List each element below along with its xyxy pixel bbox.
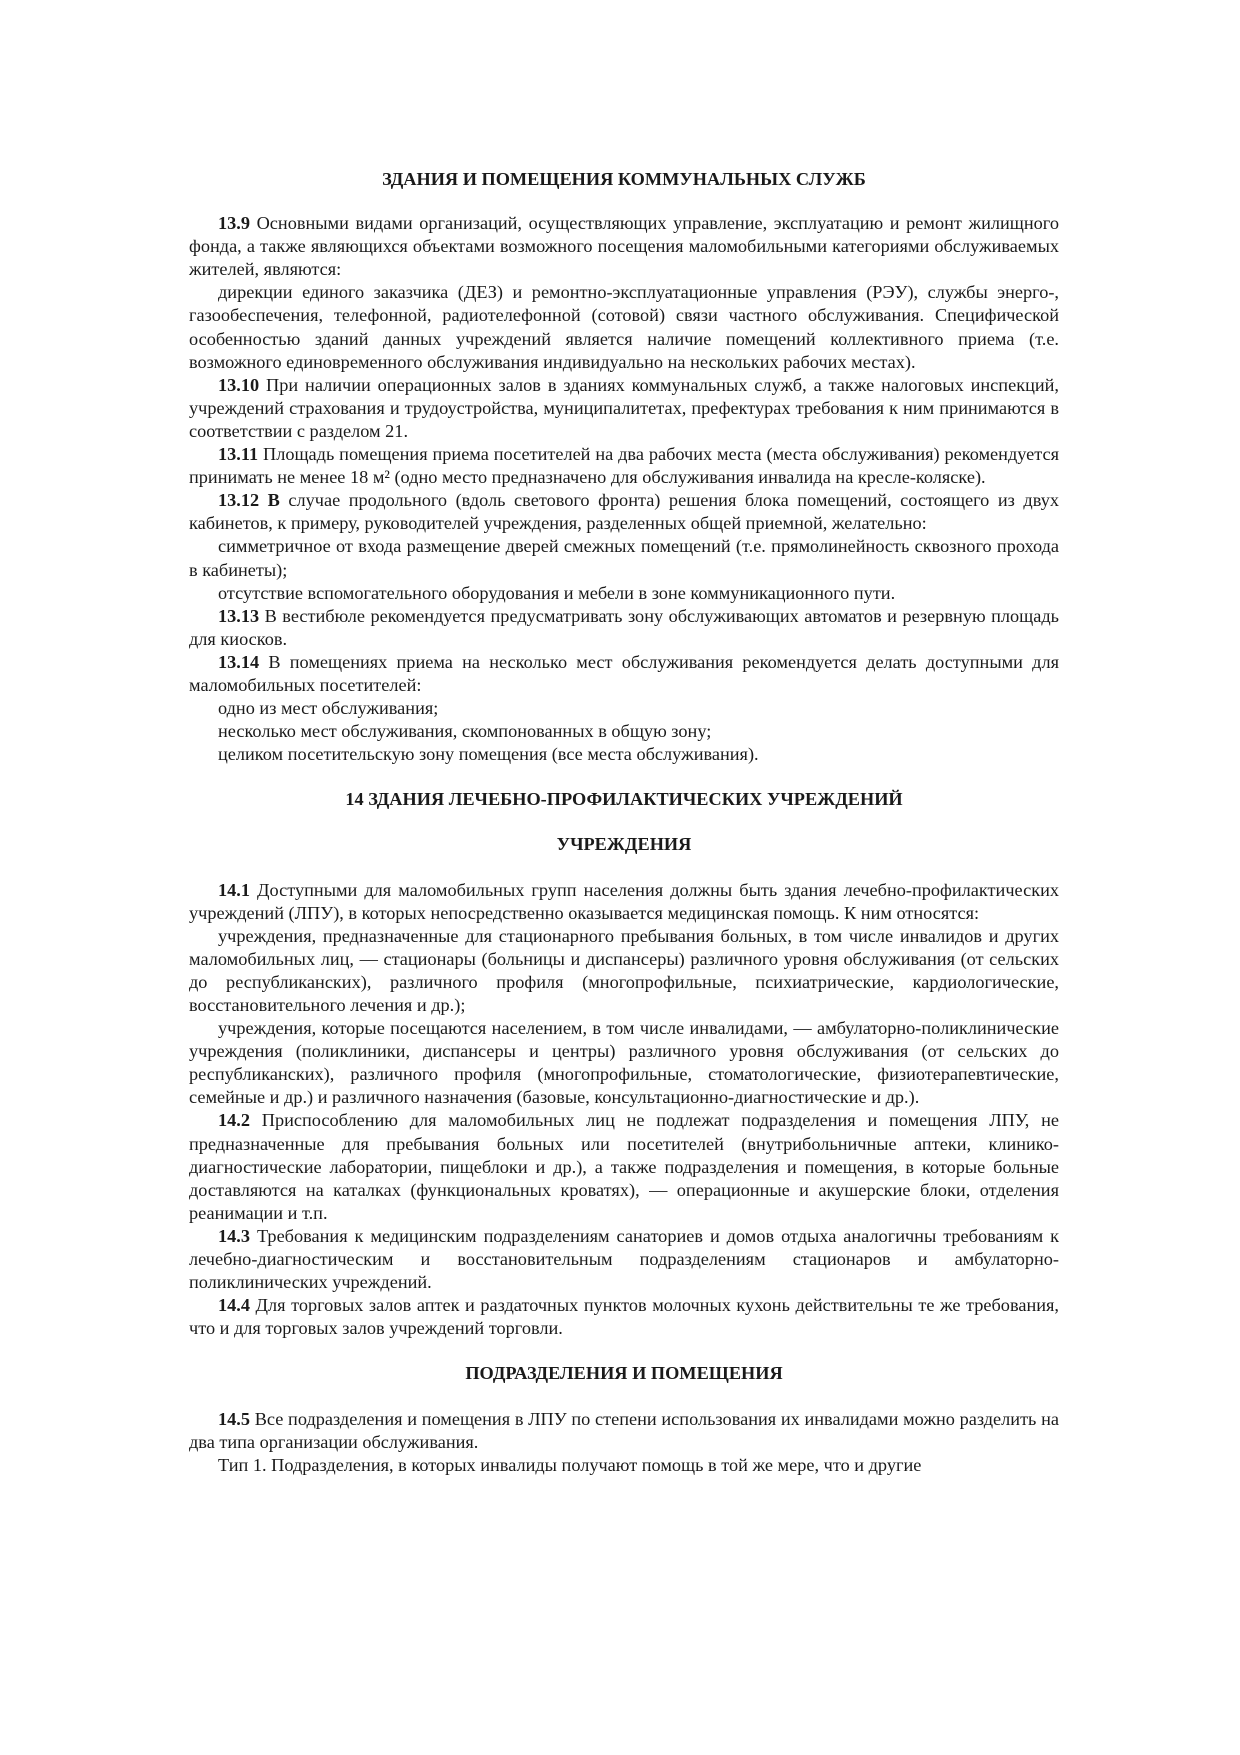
clause-number: 14.4 [218,1295,250,1316]
section-heading-medical: 14 ЗДАНИЯ ЛЕЧЕБНО-ПРОФИЛАКТИЧЕСКИХ УЧРЕЖДЕНИЙ [345,789,903,810]
paragraph-text: симметричное от входа размещение дверей смежных помещений (т.е. прямолинейность сквозного прохода в кабинеты); [189,536,1059,580]
paragraph-list-item [189,720,1059,743]
paragraph-13-10 [189,374,1059,443]
paragraph-13-9 [189,212,1059,281]
paragraph-text: Доступными для маломобильных групп населения должны быть здания лечебно-профилактических учреждений (ЛПУ), в которых непосредственно оказывается медицинская помощь. К ним относятся: [189,879,1059,923]
paragraph-text: При наличии операционных залов в зданиях коммунальных служб, а также налоговых инспекций, учреждений страхования и трудоустройства, муниципалитетах, префектурах требования к ним принимаются в соответствии с разделом 21. [189,374,1059,441]
paragraph-text: учреждения, которые посещаются населением, в том числе инвалидами, — амбулаторно-поликлинические учреждения (поликлиники, диспансеры и центры) различного уровня обслуживания (от сельских до республиканских), различного профиля (многопрофильные, стоматологические, физиотерапевтические, семейные и др.) и различного назначения (базовые, консультационно-диагностические и др.). [189,1018,1059,1108]
paragraph-text: Приспособлению для маломобильных лиц не подлежат подразделения и помещения ЛПУ, не предназначенные для пребывания больных или посетителей (внутрибольничные аптеки, клинико-диагностические лаборатории, пищеблоки и др.), а также подразделения и помещения, в которые больные доставляются на каталках (функциональных кроватях), — операционные и акушерские блоки, отделения реанимации и т.п. [189,1110,1059,1223]
paragraph-list-item [189,281,1059,373]
paragraph-list-item [189,697,1059,720]
section-subheading-institutions: УЧРЕЖДЕНИЯ [556,834,692,855]
clause-number: 13.9 [218,213,250,234]
paragraph-14-1 [189,879,1059,925]
paragraph-list-item [189,535,1059,581]
clause-number: 13.14 [218,651,260,672]
paragraph-text: случае продольного (вдоль светового фронта) решения блока помещений, состоящего из двух кабинетов, к примеру, руководителей учреждения, разделенных общей приемной, желательно: [189,490,1059,534]
paragraph-text: Для торговых залов аптек и раздаточных пунктов молочных кухонь действительны те же требования, что и для торговых залов учреждений торговли. [189,1295,1059,1339]
paragraph-13-14 [189,651,1059,697]
clause-number: 14.3 [218,1225,250,1246]
paragraph-text: целиком посетительскую зону помещения (все места обслуживания). [218,744,759,765]
section-heading-subdivisions: ПОДРАЗДЕЛЕНИЯ И ПОМЕЩЕНИЯ [465,1363,783,1384]
paragraph-13-13 [189,605,1059,651]
paragraph-text: Площадь помещения приема посетителей на два рабочих места (места обслуживания) рекомендуется принимать не менее 18 м² (одно место предназначено для обслуживания инвалида на кресле-коляске). [189,444,1059,488]
paragraph-list-item [189,925,1059,1017]
clause-number: 14.5 [218,1408,250,1429]
paragraph-14-5 [189,1408,1059,1454]
paragraph-text: Тип 1. Подразделения, в которых инвалиды получают помощь в той же мере, что и другие [218,1454,922,1475]
document-page [189,168,1059,1477]
clause-number: 13.10 [218,374,260,395]
section-heading-communal: ЗДАНИЯ И ПОМЕЩЕНИЯ КОММУНАЛЬНЫХ СЛУЖБ [382,169,866,189]
paragraph-text: учреждения, предназначенные для стационарного пребывания больных, в том числе инвалидов и других маломобильных лиц, — стационары (больницы и диспансеры) различного уровня обслуживания (от сельских до республиканских), различного профиля (многопрофильные, психиатрические, кардиологические, восстановительного лечения и др.); [189,925,1059,1015]
paragraph-text: Требования к медицинским подразделениям санаториев и домов отдыха аналогичны требованиям к лечебно-диагностическим и восстановительным подразделениям стационаров и амбулаторно-поликлинических учреждений. [189,1225,1059,1293]
paragraph-text: Все подразделения и помещения в ЛПУ по степени использования их инвалидами можно разделить на два типа организации обслуживания. [189,1408,1059,1452]
paragraph-text: одно из мест обслуживания; [218,698,439,719]
paragraph-14-3 [189,1225,1059,1294]
paragraph-13-12 [189,489,1059,535]
paragraph-list-item [189,743,1059,766]
paragraph-list-item [189,1017,1059,1109]
paragraph-text: несколько мест обслуживания, скомпонованных в общую зону; [218,721,712,742]
clause-number: 13.13 [218,605,260,626]
paragraph-text: Основными видами организаций, осуществляющих управление, эксплуатацию и ремонт жилищного фонда, а также являющихся объектами возможного посещения маломобильными категориями обслуживаемых жителей, являются: [189,213,1059,280]
paragraph-type-1 [189,1454,1059,1477]
paragraph-text: отсутствие вспомогательного оборудования и мебели в зоне коммуникационного пути. [218,582,896,603]
paragraph-list-item [189,582,1059,605]
clause-number: 14.2 [218,1110,250,1131]
paragraph-13-11 [189,443,1059,489]
paragraph-text: дирекции единого заказчика (ДЕЗ) и ремонтно-эксплуатационные управления (РЭУ), службы энерго-, газообеспечения, телефонной, радиотелефонной (сотовой) связи частного обслуживания. Специфической особенностью зданий данных учреждений является наличие помещений коллективного приема (т.е. возможного единовременного обслуживания индивидуально на нескольких рабочих местах). [189,282,1059,372]
clause-number: 13.11 [218,444,259,465]
paragraph-text: В вестибюле рекомендуется предусматривать зону обслуживающих автоматов и резервную площадь для киосков. [189,605,1059,649]
paragraph-14-4 [189,1294,1059,1340]
clause-number: 14.1 [218,879,250,900]
clause-number: 13.12 В [218,490,280,511]
paragraph-14-2 [189,1109,1059,1224]
paragraph-text: В помещениях приема на несколько мест обслуживания рекомендуется делать доступными для маломобильных посетителей: [189,651,1059,695]
